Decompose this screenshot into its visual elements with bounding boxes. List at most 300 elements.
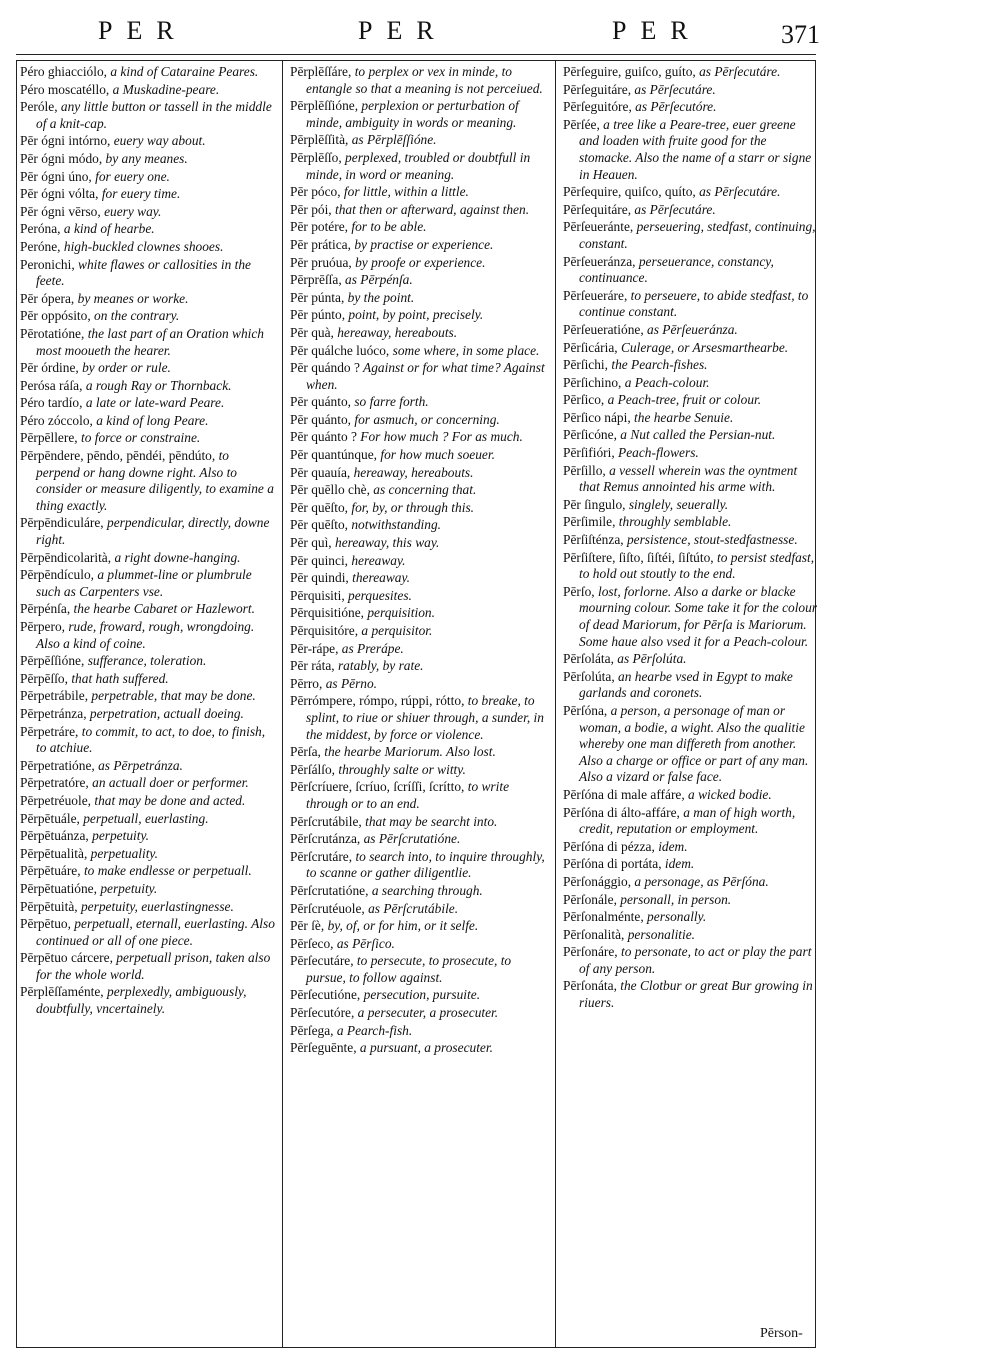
dictionary-entry bbox=[20, 828, 275, 845]
column-3 bbox=[563, 64, 818, 1013]
entry-headword: Pērſeueránza, bbox=[563, 253, 636, 269]
entry-headword: Pērſico, bbox=[563, 392, 605, 408]
dictionary-entry bbox=[563, 392, 818, 409]
entry-definition: perplexed, troubled or doubtfull in minde, in word or meaning. bbox=[306, 149, 531, 182]
dictionary-entry bbox=[563, 874, 818, 891]
dictionary-entry bbox=[290, 744, 545, 761]
dictionary-entry bbox=[20, 133, 275, 150]
entry-headword: Pērſeguēnte, bbox=[290, 1040, 357, 1056]
dictionary-entry bbox=[563, 99, 818, 116]
entry-definition: to search into, to inquire throughly, to scanne or gather diligentlie. bbox=[306, 848, 545, 881]
dictionary-entry bbox=[563, 787, 818, 804]
entry-headword: Pērſóna di portáta, bbox=[563, 856, 662, 872]
dictionary-entry bbox=[563, 427, 818, 444]
dictionary-entry bbox=[290, 1023, 545, 1040]
entry-definition: as Pērſecutóre. bbox=[631, 99, 717, 115]
entry-definition: perpetuall, euerlasting. bbox=[79, 810, 209, 826]
entry-headword: Péro ghiacciólo, bbox=[20, 64, 108, 79]
dictionary-entry bbox=[290, 447, 545, 464]
entry-headword: Pērſonáre, bbox=[563, 944, 618, 960]
dictionary-entry bbox=[563, 839, 818, 856]
dictionary-entry bbox=[290, 570, 545, 587]
entry-definition: perpetuall, eternall, euerlasting. Also continued or all of one piece. bbox=[36, 916, 275, 948]
dictionary-entry bbox=[20, 688, 275, 705]
entry-definition: the Pearch-fishes. bbox=[608, 357, 708, 373]
entry-headword: Pērſóna di male affáre, bbox=[563, 786, 685, 802]
dictionary-entry bbox=[290, 255, 545, 272]
dictionary-entry bbox=[20, 413, 275, 430]
entry-definition: throughly salte or witty. bbox=[335, 761, 466, 777]
entry-headword: Pērpēſſióne, bbox=[20, 653, 85, 669]
entry-definition: rude, froward, rough, wrongdoing. Also a kind of coine. bbox=[36, 619, 255, 651]
entry-definition: high-buckled clownes shooes. bbox=[60, 238, 224, 254]
entry-definition: a right downe-hanging. bbox=[111, 549, 241, 565]
dictionary-entry bbox=[563, 651, 818, 668]
entry-definition: any little button or tassell in the middle of a knit-cap. bbox=[36, 99, 272, 131]
entry-definition: throughly semblable. bbox=[615, 514, 732, 530]
entry-headword: Pēr púnta, bbox=[290, 289, 345, 305]
entry-headword: Pērſecutáre, bbox=[290, 953, 354, 969]
entry-definition: on the contrary. bbox=[90, 308, 180, 324]
entry-definition: perseuering, stedfast, continuing, constant. bbox=[579, 219, 816, 251]
entry-definition: so farre forth. bbox=[351, 394, 429, 410]
dictionary-entry bbox=[290, 360, 545, 393]
entry-headword: Pēr quálche luóco, bbox=[290, 342, 390, 358]
running-header bbox=[20, 14, 820, 50]
entry-definition: a pursuant, a prosecuter. bbox=[356, 1040, 493, 1056]
dictionary-entry bbox=[563, 184, 818, 201]
dictionary-entry bbox=[563, 375, 818, 392]
dictionary-entry bbox=[563, 219, 818, 252]
entry-definition: perseuerance, constancy, continuance. bbox=[579, 253, 774, 286]
entry-definition: hereaway, this way. bbox=[331, 535, 440, 551]
entry-headword: Pērprēſſa, bbox=[290, 272, 342, 288]
dictionary-entry bbox=[290, 588, 545, 605]
entry-definition: a wicked bodie. bbox=[684, 786, 772, 802]
dictionary-entry bbox=[20, 308, 275, 325]
entry-headword: Pērrómpere, rómpo, rúppi, rótto, bbox=[290, 693, 465, 709]
dictionary-entry bbox=[290, 202, 545, 219]
entry-headword: Pērpero, bbox=[20, 619, 65, 634]
entry-headword: Pērplēſſáre, bbox=[290, 64, 352, 79]
entry-headword: Pēr póco, bbox=[290, 184, 341, 200]
page-number: 371 bbox=[781, 20, 820, 49]
entry-headword: Pērſonále, bbox=[563, 891, 617, 907]
entry-definition: perpetuality. bbox=[87, 845, 158, 861]
entry-definition: to perpend or hang downe right. Also to consider or measure diligently, to examine a thing exactly. bbox=[36, 448, 274, 513]
entry-definition: that may be searcht into. bbox=[361, 813, 498, 829]
entry-headword: Peronichi, bbox=[20, 256, 75, 272]
entry-headword: Pērſiſténza, bbox=[563, 532, 624, 548]
entry-definition: personall, in person. bbox=[616, 891, 732, 907]
dictionary-entry bbox=[20, 916, 275, 949]
dictionary-entry bbox=[20, 204, 275, 221]
entry-definition: perplexedly, ambiguously, doubtfully, vncertainely. bbox=[36, 984, 247, 1017]
entry-definition: euery way. bbox=[100, 203, 162, 219]
entry-definition: a rough Ray or Thornback. bbox=[82, 377, 232, 393]
dictionary-entry bbox=[290, 500, 545, 517]
entry-definition: the last part of an Oration which most mooueth the hearer. bbox=[36, 325, 265, 358]
entry-headword: Pērquisitióne, bbox=[290, 605, 365, 621]
dictionary-entry bbox=[290, 693, 545, 743]
entry-definition: euery way about. bbox=[110, 133, 206, 149]
entry-definition: to perplex or vex in minde, to entangle so that a meaning is not perceiued. bbox=[306, 64, 543, 96]
entry-definition: Culerage, or Arsesmarthearbe. bbox=[617, 339, 789, 355]
entry-headword: Pērſichino, bbox=[563, 374, 622, 390]
entry-definition: personalitie. bbox=[624, 926, 696, 942]
entry-headword: Pēr ógni vólta, bbox=[20, 186, 99, 202]
dictionary-entry bbox=[563, 909, 818, 926]
dictionary-entry bbox=[563, 927, 818, 944]
entry-definition: a tree like a Peare-tree, euer greene and loaden with fruite good for the stomacke. Also the name of a starr or signe in Heauen. bbox=[579, 116, 812, 182]
header-rule bbox=[16, 54, 816, 55]
entry-headword: Pēr ſingulo, bbox=[563, 496, 626, 512]
entry-definition: to make endlesse or perpetuall. bbox=[80, 863, 252, 879]
entry-definition: to persecute, to prosecute, to pursue, to follow against. bbox=[306, 953, 512, 985]
entry-definition: a Peach-tree, fruit or colour. bbox=[604, 392, 762, 408]
entry-headword: Pērpētuáre, bbox=[20, 863, 81, 879]
dictionary-entry bbox=[290, 676, 545, 693]
entry-definition: for how much soeuer. bbox=[377, 447, 495, 463]
entry-definition: hereaway, hereabouts. bbox=[350, 464, 474, 480]
dictionary-entry bbox=[563, 584, 818, 650]
entry-definition: that may be done and acted. bbox=[91, 792, 246, 808]
dictionary-entry bbox=[290, 831, 545, 848]
entry-definition: to perseuere, to abide stedfast, to continue constant. bbox=[579, 287, 809, 320]
entry-headword: Peróle, bbox=[20, 99, 58, 115]
dictionary-entry bbox=[20, 811, 275, 828]
dictionary-entry bbox=[563, 202, 818, 219]
entry-headword: Peróna, bbox=[20, 221, 61, 237]
dictionary-entry bbox=[290, 936, 545, 953]
entry-headword: Pērſa, bbox=[290, 744, 321, 760]
entry-headword: Pēr ſè, bbox=[290, 918, 325, 934]
entry-headword: Pērpētuále, bbox=[20, 810, 80, 826]
dictionary-entry bbox=[563, 532, 818, 549]
dictionary-entry bbox=[290, 132, 545, 149]
dictionary-entry bbox=[563, 445, 818, 462]
dictionary-entry bbox=[290, 1040, 545, 1057]
dictionary-entry bbox=[290, 553, 545, 570]
entry-definition: by the point. bbox=[344, 289, 415, 305]
entry-headword: Péro tardío, bbox=[20, 395, 83, 411]
entry-definition: as concerning that. bbox=[369, 482, 477, 498]
dictionary-entry bbox=[290, 987, 545, 1004]
dictionary-entry bbox=[563, 82, 818, 99]
dictionary-entry bbox=[290, 1005, 545, 1022]
entry-definition: perpetuity. bbox=[88, 828, 150, 844]
entry-headword: Pērquisitóre, bbox=[290, 623, 359, 638]
entry-definition: personally. bbox=[643, 909, 707, 925]
entry-definition: singlely, seuerally. bbox=[625, 496, 729, 512]
entry-definition: perpendicular, directly, downe right. bbox=[36, 515, 270, 548]
dictionary-entry bbox=[20, 64, 275, 81]
column-divider-2 bbox=[555, 60, 556, 1348]
entry-headword: Pēr quinci, bbox=[290, 552, 349, 568]
entry-definition: as Pērno. bbox=[322, 675, 378, 691]
dictionary-entry bbox=[20, 151, 275, 168]
entry-headword: Pērpēndicolarità, bbox=[20, 549, 112, 565]
entry-definition: a searching through. bbox=[368, 882, 483, 898]
dictionary-entry bbox=[563, 669, 818, 702]
entry-definition: a kind of hearbe. bbox=[60, 221, 155, 237]
dictionary-entry bbox=[20, 619, 275, 652]
dictionary-entry bbox=[563, 254, 818, 287]
dictionary-entry bbox=[290, 343, 545, 360]
entry-definition: a perquisitor. bbox=[358, 623, 433, 638]
entry-definition: a Muskadine-peare. bbox=[109, 81, 220, 97]
entry-headword: Pērſóna, bbox=[563, 702, 608, 718]
entry-headword: Pērſega, bbox=[290, 1022, 334, 1038]
entry-definition: a vessell wherein was the oyntment that Remus annointed his arme with. bbox=[579, 462, 798, 495]
entry-definition: a Nut called the Persian-nut. bbox=[616, 427, 776, 443]
entry-definition: perpetuity, euerlastingnesse. bbox=[77, 898, 234, 914]
dictionary-entry bbox=[290, 219, 545, 236]
entry-headword: Pērſeco, bbox=[290, 935, 334, 951]
entry-headword: Pērſeguitáre, bbox=[563, 81, 632, 97]
entry-headword: Pērpētualità, bbox=[20, 845, 88, 861]
entry-definition: as Pērſecutáre. bbox=[695, 64, 781, 79]
entry-headword: Pēr púnto, bbox=[290, 307, 346, 323]
entry-definition: lost, forlorne. Also a darke or blacke mourning colour. Some take it for the colour of dead Mariorum, for Pērſa is Mariorum. Some haue also vsed it for a Peach-colour. bbox=[579, 583, 818, 649]
entry-headword: Pērſico nápi, bbox=[563, 409, 631, 425]
dictionary-entry bbox=[20, 257, 275, 290]
entry-headword: Pēr quēllo chè, bbox=[290, 482, 370, 498]
entry-definition: to force or constraine. bbox=[77, 430, 201, 446]
dictionary-entry bbox=[290, 290, 545, 307]
entry-headword: Pērſeguitóre, bbox=[563, 99, 632, 115]
entry-definition: a personage, as Pērſóna. bbox=[631, 873, 769, 889]
entry-definition: as Pērſcrutábile. bbox=[364, 900, 459, 916]
entry-headword: Pēr órdine, bbox=[20, 360, 79, 376]
entry-headword: Pērſecutóre, bbox=[290, 1005, 355, 1021]
entry-headword: Pērpēndiculáre, bbox=[20, 515, 104, 531]
entry-headword: Pēr ráta, bbox=[290, 658, 335, 674]
entry-headword: Pērſonalità, bbox=[563, 926, 625, 942]
entry-definition: for asmuch, or concerning. bbox=[351, 411, 500, 427]
entry-headword: Pēr quánto, bbox=[290, 411, 351, 427]
entry-headword: Pērplēſſo, bbox=[290, 149, 342, 165]
entry-definition: a late or late-ward Peare. bbox=[82, 395, 225, 411]
entry-headword: Pērpetránza, bbox=[20, 705, 87, 721]
dictionary-entry bbox=[563, 978, 818, 1011]
dictionary-entry bbox=[290, 184, 545, 201]
entry-definition: For how much ? For as much. bbox=[356, 429, 523, 445]
entry-headword: Péro moscatéllo, bbox=[20, 81, 110, 97]
dictionary-entry bbox=[20, 567, 275, 600]
dictionary-entry bbox=[563, 856, 818, 873]
entry-definition: perquisition. bbox=[364, 605, 435, 621]
entry-definition: ratably, by rate. bbox=[334, 658, 424, 674]
entry-definition: persecution, pursuite. bbox=[360, 987, 481, 1003]
entry-definition: as Pērpetránza. bbox=[94, 757, 183, 773]
dictionary-entry bbox=[290, 605, 545, 622]
entry-headword: Pērſcrutáre, bbox=[290, 848, 353, 864]
entry-definition: for, by, or through this. bbox=[348, 499, 475, 515]
dictionary-entry bbox=[290, 779, 545, 812]
entry-headword: Pērpetrábile, bbox=[20, 688, 89, 704]
entry-definition: by, of, or for him, or it selfe. bbox=[324, 918, 479, 934]
dictionary-entry bbox=[20, 291, 275, 308]
entry-definition: for little, within a little. bbox=[340, 184, 469, 200]
entry-definition: hereaway. bbox=[348, 552, 406, 568]
entry-definition: a plummet-line or plumbrule such as Carpenters vse. bbox=[36, 567, 252, 599]
dictionary-entry bbox=[20, 239, 275, 256]
dictionary-entry bbox=[20, 515, 275, 548]
dictionary-entry bbox=[563, 322, 818, 339]
entry-headword: Pērpēndere, pēndo, pēndéi, pēndúto, bbox=[20, 448, 216, 464]
entry-headword: Pērpētuánza, bbox=[20, 828, 89, 844]
dictionary-entry bbox=[563, 64, 818, 81]
entry-definition: an hearbe vsed in Egypt to make garlands and coronets. bbox=[579, 668, 793, 701]
dictionary-entry bbox=[20, 448, 275, 514]
entry-definition: point, by point, precisely. bbox=[345, 307, 484, 323]
entry-headword: Pērſeguire, guiſco, guíto, bbox=[563, 64, 696, 79]
entry-definition: perpetrable, that may be done. bbox=[88, 688, 256, 704]
entry-headword: Pērſóna di álto-affáre, bbox=[563, 804, 680, 820]
entry-headword: Pērpētuo cárcere, bbox=[20, 950, 113, 966]
dictionary-entry bbox=[290, 150, 545, 183]
entry-definition: for to be able. bbox=[348, 219, 427, 235]
entry-headword: Pēr pruóua, bbox=[290, 254, 352, 270]
entry-headword: Pērſicóne, bbox=[563, 427, 617, 443]
entry-headword: Pērſiſtere, ſiſto, ſiſtéi, ſiſtúto, bbox=[563, 549, 714, 565]
dictionary-entry bbox=[20, 430, 275, 447]
entry-headword: Pēr oppósito, bbox=[20, 308, 91, 324]
dictionary-entry bbox=[290, 412, 545, 429]
dictionary-entry bbox=[20, 653, 275, 670]
entry-headword: Pēr quēſto, bbox=[290, 517, 349, 533]
entry-definition: a Pearch-fish. bbox=[333, 1022, 413, 1038]
entry-headword: Pērſillo, bbox=[563, 462, 606, 478]
entry-headword: Pēr ógni intórno, bbox=[20, 133, 111, 149]
dictionary-entry bbox=[563, 357, 818, 374]
entry-headword: Pērſo, bbox=[563, 583, 595, 599]
entry-definition: that hath suffered. bbox=[67, 670, 169, 686]
entry-headword: Pēr quantúnque, bbox=[290, 447, 378, 463]
entry-headword: Pērſcrutéuole, bbox=[290, 900, 365, 916]
entry-headword: Pērpētuità, bbox=[20, 898, 78, 914]
dictionary-entry bbox=[20, 169, 275, 186]
entry-definition: a Peach-colour. bbox=[621, 374, 710, 390]
entry-headword: Pēr quánto, bbox=[290, 394, 351, 410]
entry-definition: perpetration, actuall doeing. bbox=[86, 705, 244, 721]
entry-headword: Pērro, bbox=[290, 675, 323, 691]
entry-definition: as Pērplēſſióne. bbox=[348, 132, 437, 148]
dictionary-entry bbox=[290, 762, 545, 779]
entry-headword: Pērſonalménte, bbox=[563, 909, 644, 925]
dictionary-entry bbox=[20, 360, 275, 377]
entry-headword: Pērpēndículo, bbox=[20, 567, 95, 583]
entry-definition: the Clotbur or great Bur growing in riuers. bbox=[579, 978, 813, 1011]
entry-headword: Pērſcrutatióne, bbox=[290, 882, 369, 898]
entry-definition: to write through or to an end. bbox=[306, 779, 510, 811]
entry-headword: Pēr quánto ? bbox=[290, 429, 357, 445]
entry-definition: Against or for what time? Against when. bbox=[306, 360, 545, 392]
entry-headword: Pērquisiti, bbox=[290, 587, 345, 603]
dictionary-entry bbox=[290, 918, 545, 935]
entry-headword: Pērſonáta, bbox=[563, 978, 617, 994]
entry-definition: a persecuter, a prosecuter. bbox=[354, 1005, 499, 1021]
dictionary-entry bbox=[20, 99, 275, 132]
entry-headword: Pērplēſſióne, bbox=[290, 98, 359, 114]
header-left-guide-word: PER bbox=[98, 16, 188, 45]
entry-definition: the hearbe Cabaret or Hazlewort. bbox=[70, 601, 255, 617]
entry-definition: perpetuity. bbox=[96, 880, 158, 896]
dictionary-entry bbox=[563, 410, 818, 427]
column-2 bbox=[290, 64, 545, 1058]
dictionary-entry bbox=[290, 394, 545, 411]
dictionary-entry bbox=[290, 658, 545, 675]
dictionary-entry bbox=[563, 340, 818, 357]
entry-definition: as Pērpénſa. bbox=[341, 272, 413, 288]
entry-definition: the hearbe Mariorum. Also lost. bbox=[320, 744, 496, 760]
dictionary-entry bbox=[290, 814, 545, 831]
entry-headword: Pērſóna di pézza, bbox=[563, 838, 655, 854]
dictionary-entry bbox=[290, 237, 545, 254]
entry-headword: Pērpetréuole, bbox=[20, 792, 92, 808]
entry-definition: an actuall doer or performer. bbox=[88, 775, 249, 791]
entry-headword: Pērſichi, bbox=[563, 357, 608, 373]
header-right-guide-word: PER bbox=[612, 16, 702, 45]
entry-headword: Pērſecutióne, bbox=[290, 987, 361, 1003]
entry-headword: Pērſcríuere, ſcríuo, ſcríſſi, ſcrítto, bbox=[290, 779, 465, 795]
column-1 bbox=[20, 64, 275, 1019]
dictionary-entry bbox=[20, 758, 275, 775]
entry-headword: Péro zóccolo, bbox=[20, 412, 93, 428]
dictionary-entry bbox=[290, 272, 545, 289]
dictionary-entry bbox=[563, 944, 818, 977]
entry-definition: by order or rule. bbox=[78, 360, 171, 376]
entry-headword: Pēr potére, bbox=[290, 219, 349, 235]
dictionary-entry bbox=[290, 883, 545, 900]
entry-definition: idem. bbox=[654, 838, 688, 854]
entry-definition: by proofe or experience. bbox=[351, 254, 486, 270]
dictionary-entry bbox=[290, 429, 545, 446]
dictionary-entry bbox=[290, 307, 545, 324]
entry-definition: as Pērſecutáre. bbox=[631, 81, 716, 97]
entry-definition: as Pērſolúta. bbox=[613, 651, 687, 667]
dictionary-entry bbox=[20, 706, 275, 723]
entry-headword: Pērſifióri, bbox=[563, 445, 615, 461]
entry-definition: a kind of long Peare. bbox=[92, 412, 209, 428]
dictionary-entry bbox=[20, 671, 275, 688]
dictionary-entry bbox=[20, 899, 275, 916]
dictionary-entry bbox=[20, 724, 275, 757]
entry-definition: by practise or experience. bbox=[350, 236, 494, 252]
entry-headword: Pērſcrutábile, bbox=[290, 813, 362, 829]
entry-headword: Pērſálſo, bbox=[290, 761, 335, 777]
dictionary-entry bbox=[20, 950, 275, 983]
entry-headword: Pērſoláta, bbox=[563, 651, 614, 667]
entry-headword: Pēr quauía, bbox=[290, 464, 351, 480]
dictionary-entry bbox=[290, 901, 545, 918]
entry-headword: Pērpénſa, bbox=[20, 601, 71, 617]
catchword: Pērson- bbox=[760, 1326, 803, 1341]
entry-headword: Pērſequire, quiſco, quíto, bbox=[563, 184, 696, 200]
entry-headword: Pērotatióne, bbox=[20, 325, 85, 341]
entry-headword: Pērſequitáre, bbox=[563, 201, 632, 217]
dictionary-entry bbox=[20, 82, 275, 99]
entry-definition: that then or afterward, against then. bbox=[331, 201, 530, 217]
entry-headword: Pēr quà, bbox=[290, 324, 334, 340]
dictionary-entry bbox=[20, 984, 275, 1017]
entry-headword: Pērplēſſaménte, bbox=[20, 984, 104, 1000]
dictionary-entry bbox=[290, 535, 545, 552]
entry-definition: for euery one. bbox=[91, 168, 170, 184]
entry-headword: Pērſimile, bbox=[563, 514, 616, 530]
entry-headword: Pērpētuatióne, bbox=[20, 880, 97, 896]
